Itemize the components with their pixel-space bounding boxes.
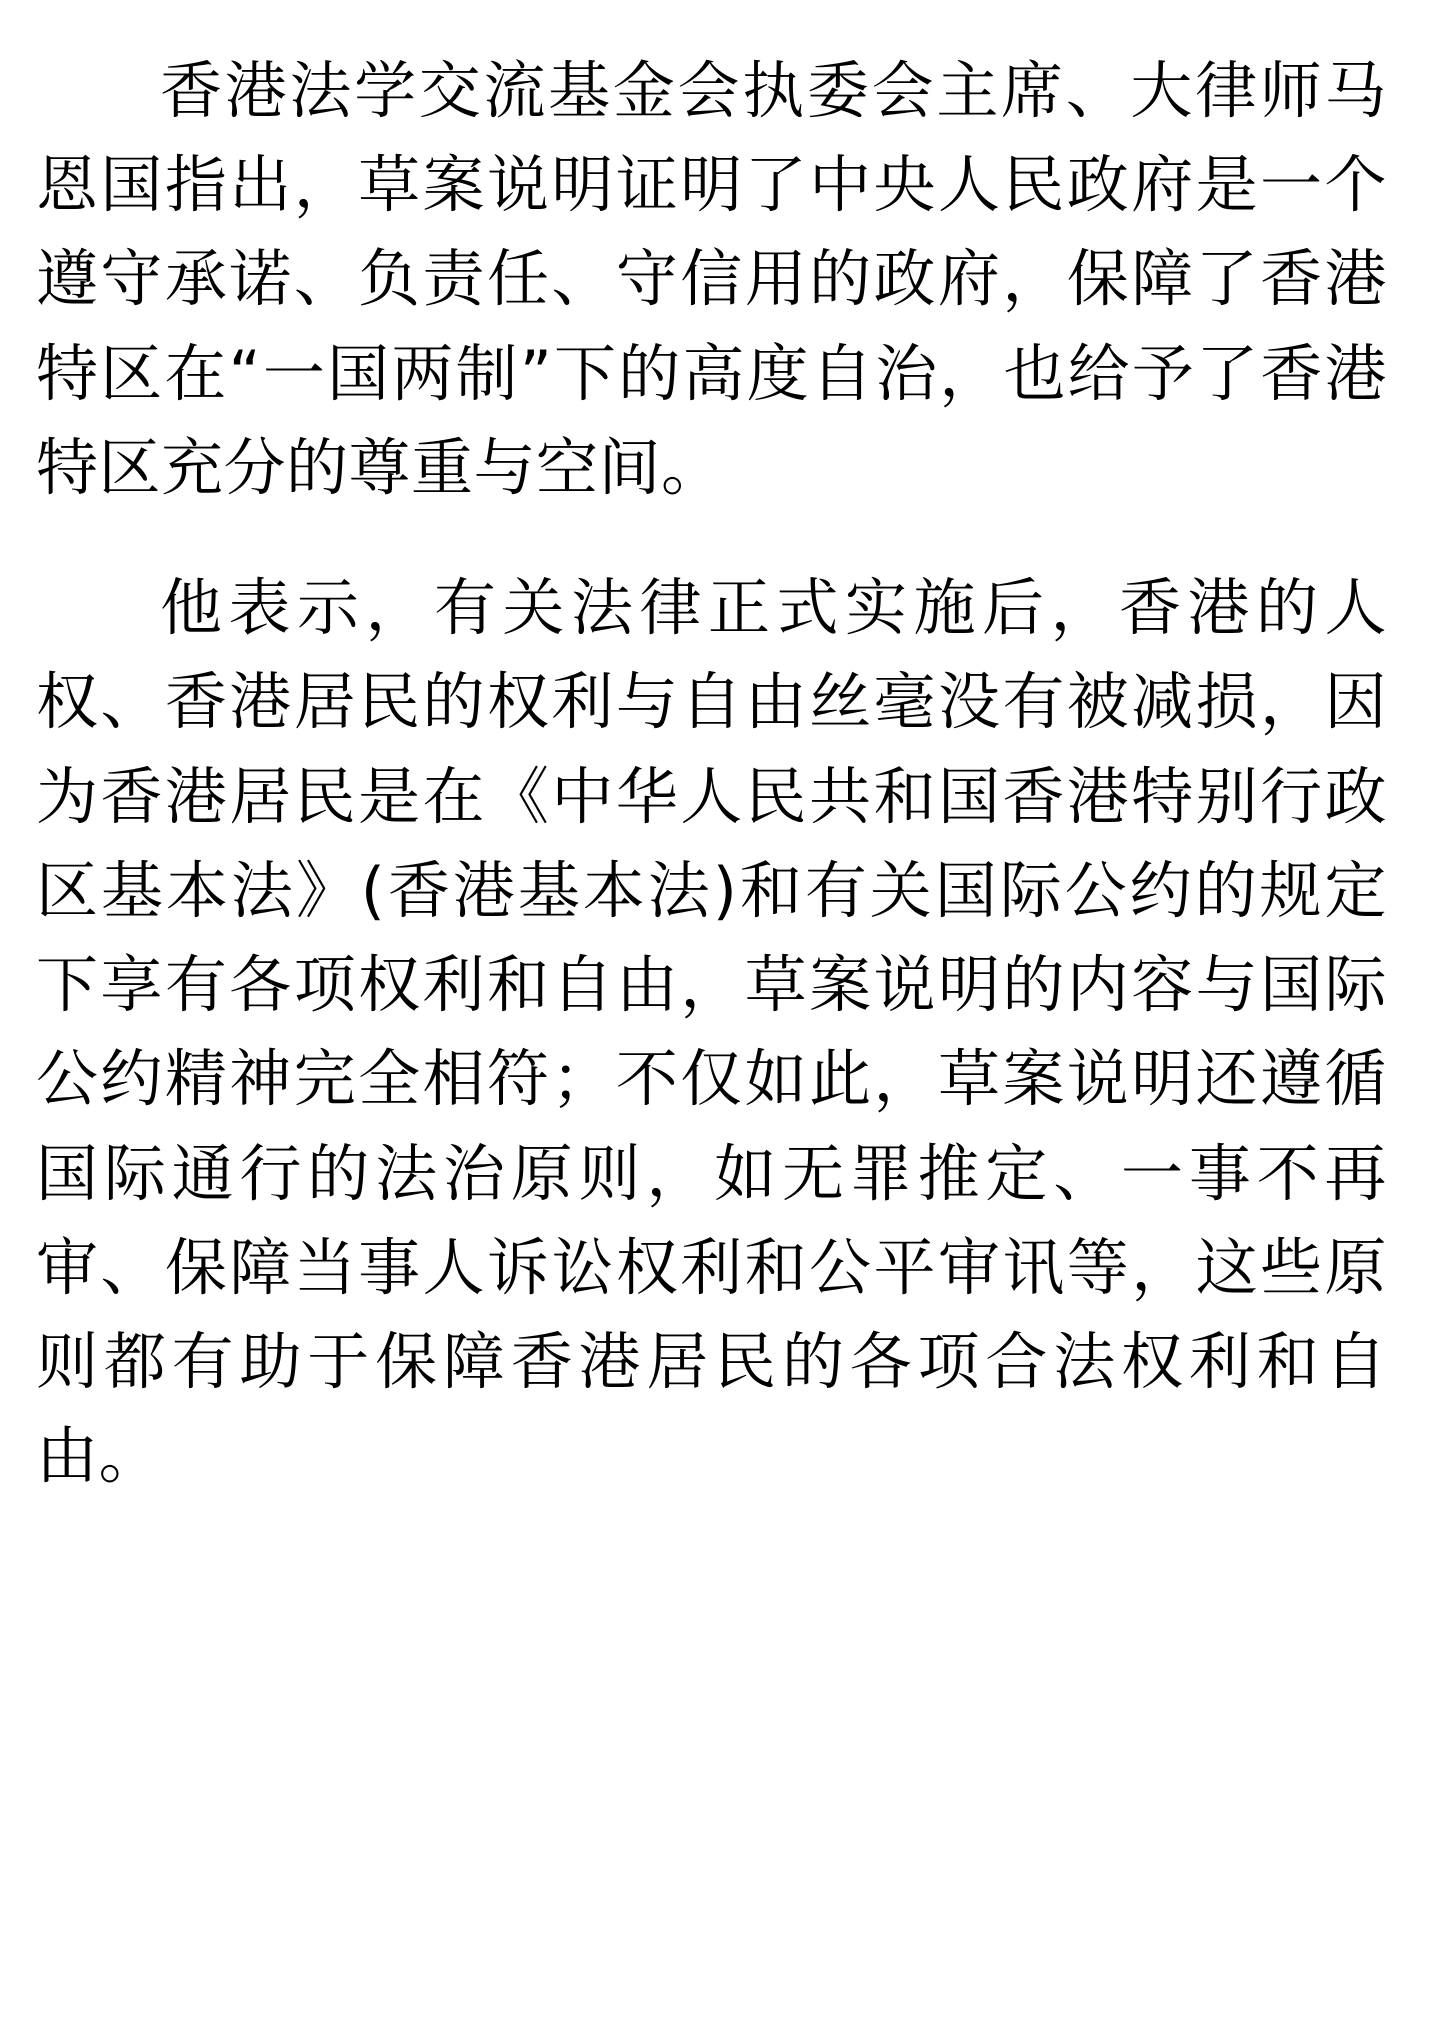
paragraph-1: 香港法学交流基金会执委会主席、大律师马恩国指出，草案说明证明了中央人民政府是一个遵守承诺、负责任、守信用的政府，保障了香港特区在“一国两制”下的高度自治，也给予了香港特区充分的尊重与空间。 — [36, 54, 1387, 504]
article-body — [36, 44, 1387, 1504]
paragraph-2: 他表示，有关法律正式实施后，香港的人权、香港居民的权利与自由丝毫没有被减损，因为香港居民是在《中华人民共和国香港特别行政区基本法》(香港基本法)和有关国际公约的规定下享有各项权利和自由，草案说明的内容与国际公约精神完全相符；不仅如此，草案说明还遵循国际通行的法治原则，如无罪推定、一事不再审、保障当事人诉讼权利和公平审讯等，这些原则都有助于保障香港居民的各项合法权利和自由。 — [36, 571, 1387, 1493]
